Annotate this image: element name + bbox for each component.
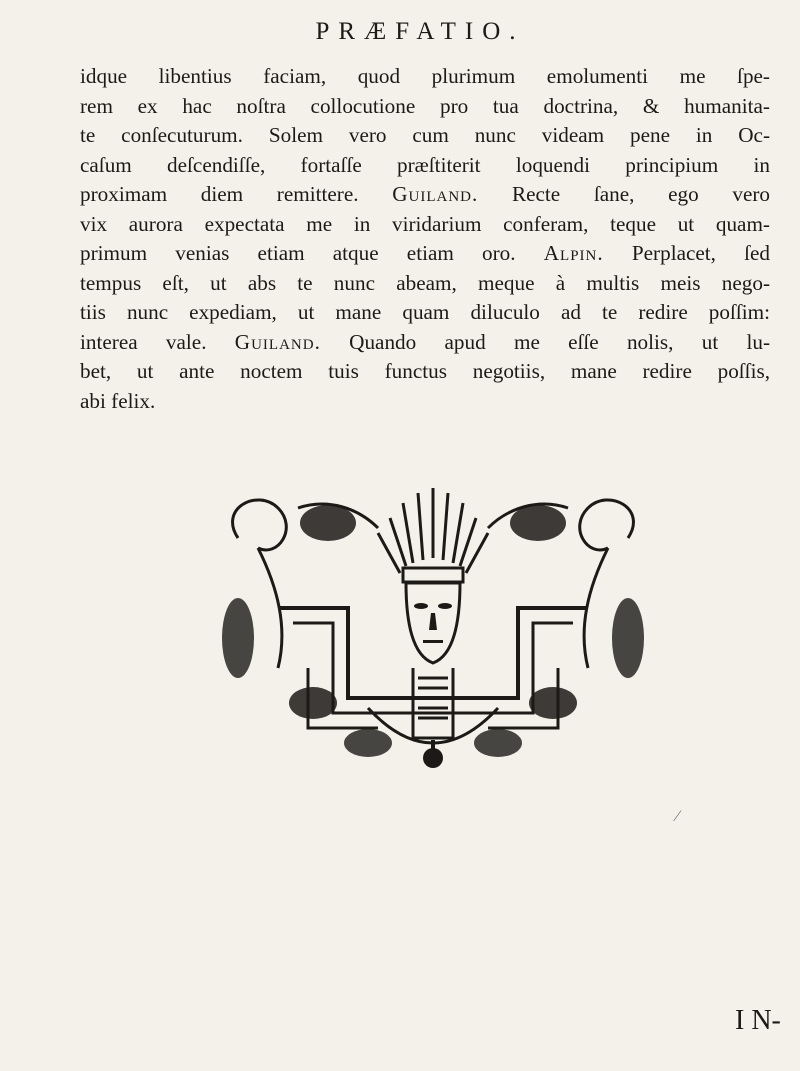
text-line: tempus eſt, ut abs te nunc abeam, meque à multis meis nego- bbox=[80, 270, 770, 295]
text-line: bet, ut ante noctem tuis functus negotiis, mane redire poſſis, bbox=[80, 359, 770, 383]
text-line: tiis nunc expediam, ut mane quam diluculo ad te redire poſſim: bbox=[80, 300, 770, 324]
text-line: te conſecuturum. Solem vero cum nunc videam pene in Oc- bbox=[80, 123, 770, 147]
catchword: I N- bbox=[735, 1005, 781, 1036]
speaker-name: Guiland. bbox=[234, 329, 321, 354]
body-text bbox=[80, 62, 770, 416]
text-segment: Quando apud me eſſe nolis, ut lu- bbox=[349, 329, 771, 354]
text-segment: interea vale. bbox=[80, 329, 207, 354]
text-line: vix aurora expectata me in viridarium conferam, teque ut quam- bbox=[80, 211, 770, 236]
text-line bbox=[80, 239, 770, 269]
speaker-name: Guiland. bbox=[392, 182, 479, 206]
text-line: abi felix. bbox=[80, 388, 156, 413]
text-segment: primum venias etiam atque etiam oro. bbox=[80, 241, 516, 265]
text-segment: Perplacet, ſed bbox=[631, 241, 771, 265]
speaker-name: Alpin. bbox=[543, 241, 604, 265]
stray-mark: ⁄ bbox=[676, 808, 679, 825]
text-segment: proximam diem remittere. bbox=[80, 182, 359, 206]
ornament-headpiece-icon bbox=[218, 478, 648, 778]
text-line bbox=[80, 180, 770, 210]
text-line: idque libentius faciam, quod plurimum emolumenti me ſpe- bbox=[80, 64, 770, 88]
text-segment: Recte ſane, ego vero bbox=[511, 182, 771, 206]
running-head: PRÆFATIO. bbox=[315, 18, 525, 45]
text-line: caſum deſcendiſſe, fortaſſe præſtiterit loquendi principium in bbox=[80, 152, 770, 177]
text-line bbox=[80, 328, 770, 358]
text-line: rem ex hac noſtra collocutione pro tua doctrina, & humanita- bbox=[80, 93, 770, 118]
